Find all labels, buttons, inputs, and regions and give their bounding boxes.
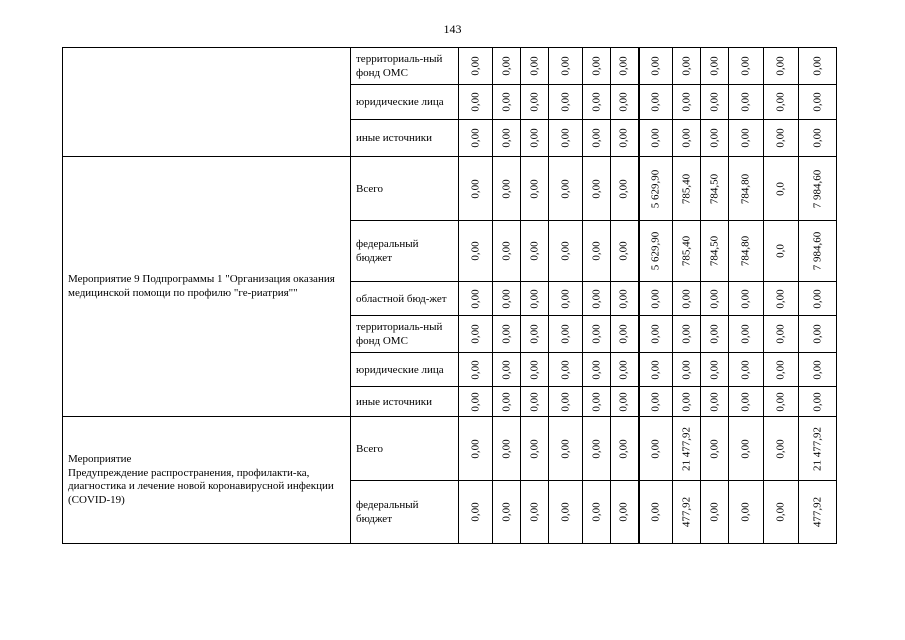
value-cell bbox=[493, 120, 521, 157]
value-text: 0,00 bbox=[739, 288, 752, 309]
value-cell bbox=[764, 481, 799, 544]
value-text: 0,00 bbox=[559, 92, 571, 112]
value-text: 0,00 bbox=[590, 241, 602, 261]
value-cell bbox=[521, 221, 549, 282]
value-cell bbox=[493, 221, 521, 282]
value-cell bbox=[701, 48, 729, 85]
value-cell bbox=[459, 387, 493, 417]
value-cell bbox=[611, 282, 639, 316]
value-cell bbox=[583, 157, 611, 221]
value-cell bbox=[764, 85, 799, 120]
value-text: 0,00 bbox=[617, 128, 630, 148]
value-text: 0,00 bbox=[469, 502, 481, 522]
value-text: 0,00 bbox=[559, 178, 571, 199]
value-cell bbox=[729, 120, 764, 157]
value-text: 0,00 bbox=[811, 324, 823, 344]
measure-title-cell: Мероприятие Предупреждение распространения, профилакти-ка, диагностика и лечение новой коронавирусной инфекции (COVID-19) bbox=[63, 417, 351, 544]
value-cell bbox=[521, 481, 549, 544]
value-text: 0,00 bbox=[739, 438, 752, 459]
value-text: 0,00 bbox=[680, 56, 692, 76]
value-text: 0,00 bbox=[617, 502, 630, 522]
value-text: 0,00 bbox=[617, 178, 630, 199]
value-cell bbox=[459, 282, 493, 316]
value-text: 0,00 bbox=[500, 438, 512, 459]
value-text: 0,00 bbox=[590, 92, 602, 112]
value-cell bbox=[701, 481, 729, 544]
value-cell bbox=[799, 353, 837, 387]
value-cell bbox=[764, 387, 799, 417]
value-text: 5 629,90 bbox=[649, 169, 662, 208]
value-cell bbox=[493, 157, 521, 221]
value-text: 0,00 bbox=[590, 128, 602, 148]
value-text: 0,00 bbox=[617, 438, 630, 459]
value-cell bbox=[549, 481, 583, 544]
value-text: 0,00 bbox=[559, 56, 571, 76]
value-text: 0,00 bbox=[528, 391, 540, 412]
value-text: 0,00 bbox=[649, 391, 662, 412]
value-text: 0,00 bbox=[774, 128, 787, 148]
value-text: 0,00 bbox=[708, 502, 720, 522]
value-text: 784,80 bbox=[739, 235, 752, 267]
value-text: 0,00 bbox=[559, 324, 571, 344]
value-text: 0,00 bbox=[811, 128, 823, 148]
value-text: 0,00 bbox=[559, 438, 571, 459]
value-text: 0,00 bbox=[528, 502, 540, 522]
value-cell bbox=[521, 387, 549, 417]
value-cell bbox=[639, 316, 673, 353]
value-text: 0,00 bbox=[590, 359, 602, 380]
value-text: 0,00 bbox=[649, 92, 662, 112]
funding-source-cell: областной бюд-жет bbox=[351, 282, 459, 316]
funding-source-cell: федеральный бюджет bbox=[351, 481, 459, 544]
value-text: 0,00 bbox=[469, 56, 481, 76]
value-cell bbox=[729, 221, 764, 282]
value-text: 0,00 bbox=[528, 359, 540, 380]
value-text: 5 629,90 bbox=[649, 231, 662, 271]
value-cell bbox=[493, 417, 521, 481]
value-text: 0,00 bbox=[528, 324, 540, 344]
value-cell bbox=[764, 282, 799, 316]
value-text: 0,00 bbox=[680, 128, 692, 148]
value-cell bbox=[583, 120, 611, 157]
value-cell bbox=[673, 48, 701, 85]
value-text: 0,00 bbox=[774, 288, 787, 309]
funding-source-cell: юридические лица bbox=[351, 353, 459, 387]
value-cell bbox=[583, 221, 611, 282]
value-text: 0,00 bbox=[469, 324, 481, 344]
value-cell bbox=[673, 282, 701, 316]
value-text: 0,00 bbox=[680, 391, 692, 412]
value-text: 0,00 bbox=[500, 324, 512, 344]
value-cell bbox=[673, 316, 701, 353]
value-cell bbox=[549, 85, 583, 120]
value-cell bbox=[764, 157, 799, 221]
value-text: 0,00 bbox=[649, 359, 662, 380]
value-cell bbox=[729, 387, 764, 417]
value-cell bbox=[701, 387, 729, 417]
value-text: 0,00 bbox=[559, 359, 571, 380]
value-cell bbox=[459, 48, 493, 85]
value-cell bbox=[701, 120, 729, 157]
table-row bbox=[63, 48, 837, 85]
value-cell bbox=[729, 417, 764, 481]
value-cell bbox=[549, 353, 583, 387]
value-cell bbox=[799, 85, 837, 120]
value-text: 0,00 bbox=[590, 178, 602, 199]
value-cell bbox=[611, 85, 639, 120]
value-cell bbox=[611, 221, 639, 282]
value-text: 0,00 bbox=[774, 56, 787, 76]
value-text: 0,00 bbox=[617, 324, 630, 344]
value-cell bbox=[611, 48, 639, 85]
measure-title-cell: Мероприятие 9 Подпрограммы 1 "Организация оказания медицинской помощи по профилю "ге-риатрия"" bbox=[63, 157, 351, 417]
funding-source-cell: федеральный бюджет bbox=[351, 221, 459, 282]
value-text: 0,00 bbox=[469, 359, 481, 380]
value-cell bbox=[673, 387, 701, 417]
value-cell bbox=[799, 316, 837, 353]
value-cell bbox=[549, 316, 583, 353]
value-text: 0,00 bbox=[739, 359, 752, 380]
value-text: 0,00 bbox=[708, 324, 720, 344]
value-cell bbox=[799, 120, 837, 157]
value-cell bbox=[764, 316, 799, 353]
value-cell bbox=[611, 353, 639, 387]
value-text: 0,00 bbox=[774, 92, 787, 112]
value-cell bbox=[701, 316, 729, 353]
value-text: 0,00 bbox=[811, 359, 823, 380]
value-cell bbox=[521, 157, 549, 221]
value-text: 0,00 bbox=[708, 128, 720, 148]
value-cell bbox=[729, 282, 764, 316]
value-cell bbox=[799, 157, 837, 221]
value-text: 0,00 bbox=[739, 502, 752, 522]
value-text: 0,00 bbox=[739, 324, 752, 344]
value-cell bbox=[701, 157, 729, 221]
value-cell bbox=[459, 120, 493, 157]
value-cell bbox=[493, 48, 521, 85]
value-cell bbox=[701, 85, 729, 120]
value-cell bbox=[493, 85, 521, 120]
value-cell bbox=[673, 481, 701, 544]
value-cell bbox=[459, 417, 493, 481]
value-cell bbox=[764, 120, 799, 157]
value-text: 0,00 bbox=[590, 502, 602, 522]
value-cell bbox=[764, 417, 799, 481]
value-text: 0,00 bbox=[649, 56, 662, 76]
value-text: 477,92 bbox=[811, 496, 823, 528]
value-text: 0,00 bbox=[528, 288, 540, 309]
value-cell bbox=[729, 48, 764, 85]
value-cell bbox=[799, 221, 837, 282]
value-text: 0,00 bbox=[649, 324, 662, 344]
value-cell bbox=[583, 481, 611, 544]
funding-source-cell: территориаль-ный фонд ОМС bbox=[351, 316, 459, 353]
value-text: 0,00 bbox=[617, 92, 630, 112]
value-text: 0,00 bbox=[469, 92, 481, 112]
value-text: 0,00 bbox=[469, 438, 481, 459]
value-text: 0,00 bbox=[774, 502, 787, 522]
value-cell bbox=[764, 353, 799, 387]
value-text: 0,00 bbox=[559, 288, 571, 309]
value-cell bbox=[639, 417, 673, 481]
value-cell bbox=[611, 120, 639, 157]
value-text: 0,00 bbox=[528, 92, 540, 112]
value-text: 784,50 bbox=[708, 235, 720, 267]
value-cell bbox=[583, 387, 611, 417]
value-cell bbox=[583, 417, 611, 481]
funding-source-cell: Всего bbox=[351, 157, 459, 221]
value-text: 0,00 bbox=[680, 288, 692, 309]
value-cell bbox=[639, 481, 673, 544]
value-cell bbox=[673, 221, 701, 282]
value-text: 0,00 bbox=[811, 288, 823, 309]
value-cell bbox=[521, 417, 549, 481]
value-cell bbox=[521, 282, 549, 316]
value-cell bbox=[639, 387, 673, 417]
value-text: 0,00 bbox=[528, 178, 540, 199]
value-text: 0,00 bbox=[500, 178, 512, 199]
value-cell bbox=[459, 85, 493, 120]
value-text: 785,40 bbox=[680, 235, 692, 267]
value-text: 0,0 bbox=[774, 244, 787, 258]
value-text: 0,00 bbox=[500, 359, 512, 380]
value-text: 0,00 bbox=[469, 241, 481, 261]
value-text: 477,92 bbox=[680, 496, 692, 528]
value-cell bbox=[799, 417, 837, 481]
value-text: 0,00 bbox=[617, 288, 630, 309]
value-text: 0,00 bbox=[528, 241, 540, 261]
value-cell bbox=[549, 48, 583, 85]
value-cell bbox=[583, 353, 611, 387]
value-text: 0,00 bbox=[500, 391, 512, 412]
funding-source-cell: юридические лица bbox=[351, 85, 459, 120]
table-row bbox=[63, 157, 837, 221]
value-text: 0,00 bbox=[774, 438, 787, 459]
value-text: 784,80 bbox=[739, 173, 752, 204]
value-cell bbox=[673, 157, 701, 221]
value-text: 0,00 bbox=[680, 92, 692, 112]
value-text: 0,00 bbox=[811, 391, 823, 412]
value-text: 0,00 bbox=[649, 438, 662, 459]
value-text: 0,0 bbox=[774, 181, 787, 196]
value-cell bbox=[729, 85, 764, 120]
value-cell bbox=[521, 48, 549, 85]
value-cell bbox=[521, 353, 549, 387]
value-text: 0,00 bbox=[528, 128, 540, 148]
value-cell bbox=[459, 221, 493, 282]
value-cell bbox=[639, 120, 673, 157]
value-text: 0,00 bbox=[617, 241, 630, 261]
value-text: 784,50 bbox=[708, 173, 720, 204]
table-row bbox=[63, 417, 837, 481]
value-text: 0,00 bbox=[811, 92, 823, 112]
value-text: 0,00 bbox=[774, 324, 787, 344]
value-text: 0,00 bbox=[649, 128, 662, 148]
value-cell bbox=[583, 282, 611, 316]
value-text: 0,00 bbox=[590, 288, 602, 309]
value-cell bbox=[459, 353, 493, 387]
value-cell bbox=[549, 221, 583, 282]
value-cell bbox=[673, 417, 701, 481]
value-text: 0,00 bbox=[774, 359, 787, 380]
value-cell bbox=[611, 157, 639, 221]
value-cell bbox=[729, 353, 764, 387]
value-cell bbox=[521, 316, 549, 353]
value-cell bbox=[583, 85, 611, 120]
value-text: 7 984,60 bbox=[811, 231, 823, 271]
value-cell bbox=[549, 282, 583, 316]
value-cell bbox=[799, 481, 837, 544]
value-cell bbox=[639, 48, 673, 85]
value-cell bbox=[493, 316, 521, 353]
value-text: 0,00 bbox=[708, 92, 720, 112]
value-text: 0,00 bbox=[469, 178, 481, 199]
value-cell bbox=[639, 157, 673, 221]
funding-source-cell: территориаль-ный фонд ОМС bbox=[351, 48, 459, 85]
value-text: 0,00 bbox=[739, 92, 752, 112]
budget-table bbox=[62, 47, 837, 544]
value-text: 0,00 bbox=[708, 359, 720, 380]
value-text: 0,00 bbox=[680, 324, 692, 344]
value-cell bbox=[611, 387, 639, 417]
value-text: 0,00 bbox=[708, 391, 720, 412]
funding-source-cell: иные источники bbox=[351, 387, 459, 417]
value-text: 21 477,92 bbox=[811, 426, 823, 471]
funding-source-cell: иные источники bbox=[351, 120, 459, 157]
value-text: 0,00 bbox=[617, 391, 630, 412]
value-cell bbox=[764, 221, 799, 282]
value-cell bbox=[521, 85, 549, 120]
value-cell bbox=[459, 316, 493, 353]
measure-title-cell bbox=[63, 48, 351, 157]
value-text: 0,00 bbox=[559, 391, 571, 412]
value-text: 0,00 bbox=[811, 56, 823, 76]
value-cell bbox=[583, 316, 611, 353]
value-cell bbox=[549, 120, 583, 157]
value-cell bbox=[639, 221, 673, 282]
value-cell bbox=[549, 387, 583, 417]
value-cell bbox=[799, 387, 837, 417]
value-cell bbox=[549, 157, 583, 221]
value-cell bbox=[701, 221, 729, 282]
value-text: 0,00 bbox=[708, 438, 720, 459]
value-cell bbox=[673, 120, 701, 157]
value-cell bbox=[639, 85, 673, 120]
value-cell bbox=[729, 316, 764, 353]
value-cell bbox=[673, 353, 701, 387]
value-text: 0,00 bbox=[739, 56, 752, 76]
value-cell bbox=[583, 48, 611, 85]
value-cell bbox=[764, 48, 799, 85]
value-cell bbox=[701, 282, 729, 316]
value-cell bbox=[701, 353, 729, 387]
value-text: 0,00 bbox=[617, 56, 630, 76]
value-text: 0,00 bbox=[559, 502, 571, 522]
value-text: 0,00 bbox=[739, 128, 752, 148]
value-cell bbox=[799, 282, 837, 316]
value-text: 0,00 bbox=[500, 502, 512, 522]
value-text: 0,00 bbox=[590, 438, 602, 459]
value-text: 0,00 bbox=[559, 128, 571, 148]
value-text: 0,00 bbox=[649, 288, 662, 309]
value-text: 0,00 bbox=[774, 391, 787, 412]
value-cell bbox=[493, 387, 521, 417]
value-cell bbox=[701, 417, 729, 481]
value-cell bbox=[493, 282, 521, 316]
page-number: 143 bbox=[443, 22, 462, 36]
value-text: 0,00 bbox=[590, 324, 602, 344]
value-text: 0,00 bbox=[500, 128, 512, 148]
value-text: 0,00 bbox=[649, 502, 662, 522]
value-text: 21 477,92 bbox=[680, 426, 692, 471]
value-text: 0,00 bbox=[500, 288, 512, 309]
value-text: 0,00 bbox=[590, 391, 602, 412]
value-text: 0,00 bbox=[528, 56, 540, 76]
value-text: 0,00 bbox=[469, 288, 481, 309]
value-text: 0,00 bbox=[680, 359, 692, 380]
value-cell bbox=[639, 353, 673, 387]
value-cell bbox=[799, 48, 837, 85]
value-cell bbox=[639, 282, 673, 316]
value-text: 0,00 bbox=[708, 56, 720, 76]
value-text: 0,00 bbox=[500, 92, 512, 112]
value-cell bbox=[729, 481, 764, 544]
value-cell bbox=[493, 353, 521, 387]
value-cell bbox=[459, 481, 493, 544]
value-cell bbox=[611, 316, 639, 353]
value-text: 0,00 bbox=[500, 56, 512, 76]
value-text: 0,00 bbox=[708, 288, 720, 309]
value-cell bbox=[521, 120, 549, 157]
value-cell bbox=[729, 157, 764, 221]
funding-source-cell: Всего bbox=[351, 417, 459, 481]
value-text: 785,40 bbox=[680, 173, 692, 204]
value-cell bbox=[493, 481, 521, 544]
value-cell bbox=[459, 157, 493, 221]
value-text: 0,00 bbox=[559, 241, 571, 261]
value-text: 0,00 bbox=[528, 438, 540, 459]
value-text: 0,00 bbox=[739, 391, 752, 412]
value-cell bbox=[611, 417, 639, 481]
value-text: 0,00 bbox=[617, 359, 630, 380]
value-cell bbox=[611, 481, 639, 544]
value-text: 0,00 bbox=[469, 391, 481, 412]
value-text: 0,00 bbox=[469, 128, 481, 148]
value-text: 7 984,60 bbox=[811, 169, 823, 208]
value-text: 0,00 bbox=[590, 56, 602, 76]
value-cell bbox=[549, 417, 583, 481]
value-cell bbox=[673, 85, 701, 120]
value-text: 0,00 bbox=[500, 241, 512, 261]
